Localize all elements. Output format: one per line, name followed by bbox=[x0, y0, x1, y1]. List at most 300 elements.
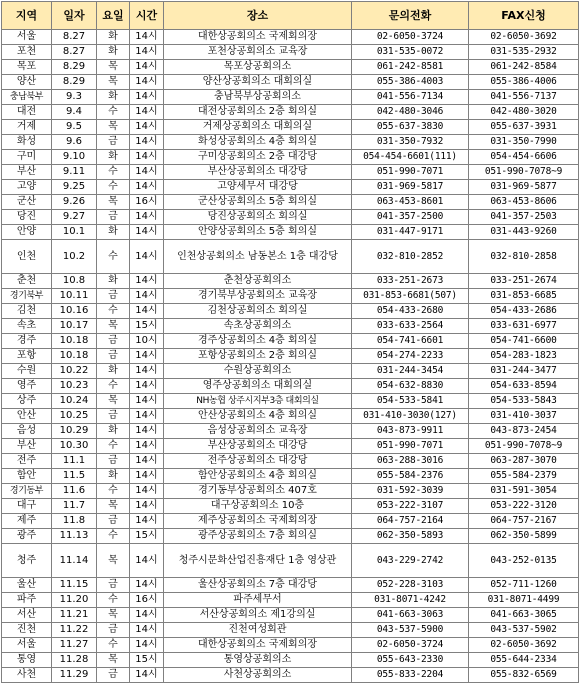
cell-phone: 043-229-2742 bbox=[352, 544, 469, 578]
cell-region: 전주 bbox=[2, 454, 52, 469]
table-row bbox=[2, 289, 579, 304]
cell-day: 수 bbox=[97, 105, 130, 120]
cell-venue: 경기북부상공회의소 교육장 bbox=[164, 289, 352, 304]
cell-fax: 055-386-4006 bbox=[469, 75, 579, 90]
cell-fax: 064-757-2167 bbox=[469, 514, 579, 529]
cell-date: 11.29 bbox=[52, 668, 97, 683]
cell-time: 14시 bbox=[130, 424, 164, 439]
table-row bbox=[2, 608, 579, 623]
cell-region: 대구 bbox=[2, 499, 52, 514]
table-row bbox=[2, 210, 579, 225]
cell-region: 인천 bbox=[2, 240, 52, 274]
cell-region: 상주 bbox=[2, 394, 52, 409]
cell-region: 통영 bbox=[2, 653, 52, 668]
cell-time: 14시 bbox=[130, 514, 164, 529]
cell-venue: 당진상공회의소 회의실 bbox=[164, 210, 352, 225]
cell-time: 14시 bbox=[130, 225, 164, 240]
cell-venue: 안산상공회의소 4층 회의실 bbox=[164, 409, 352, 424]
cell-venue: 영주상공회의소 대회의실 bbox=[164, 379, 352, 394]
cell-region: 서울 bbox=[2, 30, 52, 45]
cell-day: 수 bbox=[97, 240, 130, 274]
cell-phone: 041-357-2500 bbox=[352, 210, 469, 225]
cell-phone: 051-990-7071 bbox=[352, 439, 469, 454]
table-row bbox=[2, 334, 579, 349]
cell-fax: 041-663-3065 bbox=[469, 608, 579, 623]
cell-date: 10.1 bbox=[52, 225, 97, 240]
cell-day: 금 bbox=[97, 578, 130, 593]
cell-venue: 파주세무서 bbox=[164, 593, 352, 608]
cell-venue: 충남북부상공회의소 bbox=[164, 90, 352, 105]
cell-venue: 제주상공회의소 국제회의장 bbox=[164, 514, 352, 529]
header-fax: FAX신청 bbox=[469, 2, 579, 30]
cell-phone: 053-222-3107 bbox=[352, 499, 469, 514]
cell-fax: 054-533-5843 bbox=[469, 394, 579, 409]
cell-venue: 안양상공회의소 5층 회의실 bbox=[164, 225, 352, 240]
cell-date: 9.26 bbox=[52, 195, 97, 210]
cell-venue: 화성상공회의소 4층 회의실 bbox=[164, 135, 352, 150]
cell-fax: 031-8071-4499 bbox=[469, 593, 579, 608]
cell-phone: 031-969-5817 bbox=[352, 180, 469, 195]
cell-fax: 032-810-2858 bbox=[469, 240, 579, 274]
cell-date: 8.27 bbox=[52, 45, 97, 60]
cell-venue: 청주시문화산업진흥재단 1층 영상관 bbox=[164, 544, 352, 578]
cell-time: 14시 bbox=[130, 379, 164, 394]
table-row bbox=[2, 180, 579, 195]
cell-fax: 053-222-3120 bbox=[469, 499, 579, 514]
cell-phone: 054-533-5841 bbox=[352, 394, 469, 409]
header-time: 시간 bbox=[130, 2, 164, 30]
cell-venue: 속초상공회의소 bbox=[164, 319, 352, 334]
header-region: 지역 bbox=[2, 2, 52, 30]
cell-time: 14시 bbox=[130, 499, 164, 514]
cell-time: 15시 bbox=[130, 529, 164, 544]
cell-phone: 043-873-9911 bbox=[352, 424, 469, 439]
cell-venue: 춘천상공회의소 bbox=[164, 274, 352, 289]
cell-date: 9.4 bbox=[52, 105, 97, 120]
cell-region: 김천 bbox=[2, 304, 52, 319]
cell-date: 8.27 bbox=[52, 30, 97, 45]
cell-date: 8.29 bbox=[52, 75, 97, 90]
cell-time: 14시 bbox=[130, 394, 164, 409]
table-row bbox=[2, 349, 579, 364]
cell-time: 14시 bbox=[130, 349, 164, 364]
table-row bbox=[2, 225, 579, 240]
cell-region: 사천 bbox=[2, 668, 52, 683]
cell-day: 금 bbox=[97, 514, 130, 529]
cell-venue: 거제상공회의소 대회의실 bbox=[164, 120, 352, 135]
cell-region: 영주 bbox=[2, 379, 52, 394]
table-row bbox=[2, 484, 579, 499]
cell-date: 9.3 bbox=[52, 90, 97, 105]
cell-day: 수 bbox=[97, 165, 130, 180]
cell-time: 14시 bbox=[130, 409, 164, 424]
cell-phone: 031-535-0072 bbox=[352, 45, 469, 60]
cell-phone: 033-251-2673 bbox=[352, 274, 469, 289]
cell-phone: 061-242-8581 bbox=[352, 60, 469, 75]
cell-time: 14시 bbox=[130, 289, 164, 304]
cell-venue: 대한상공회의소 국제회의장 bbox=[164, 30, 352, 45]
cell-region: 파주 bbox=[2, 593, 52, 608]
cell-phone: 031-350-7932 bbox=[352, 135, 469, 150]
cell-region: 제주 bbox=[2, 514, 52, 529]
cell-phone: 055-833-2204 bbox=[352, 668, 469, 683]
cell-time: 14시 bbox=[130, 210, 164, 225]
cell-phone: 054-274-2233 bbox=[352, 349, 469, 364]
table-row bbox=[2, 469, 579, 484]
cell-region: 광주 bbox=[2, 529, 52, 544]
table-row bbox=[2, 514, 579, 529]
cell-phone: 055-637-3830 bbox=[352, 120, 469, 135]
cell-fax: 055-832-6569 bbox=[469, 668, 579, 683]
table-row bbox=[2, 409, 579, 424]
table-row bbox=[2, 75, 579, 90]
table-row bbox=[2, 319, 579, 334]
cell-phone: 031-592-3039 bbox=[352, 484, 469, 499]
cell-date: 9.25 bbox=[52, 180, 97, 195]
cell-phone: 031-853-6681(507) bbox=[352, 289, 469, 304]
cell-date: 11.20 bbox=[52, 593, 97, 608]
cell-date: 9.5 bbox=[52, 120, 97, 135]
cell-fax: 054-454-6606 bbox=[469, 150, 579, 165]
cell-venue: 대한상공회의소 국제회의장 bbox=[164, 638, 352, 653]
cell-date: 10.2 bbox=[52, 240, 97, 274]
header-day: 요일 bbox=[97, 2, 130, 30]
cell-day: 수 bbox=[97, 439, 130, 454]
cell-venue: 경기동부상공회의소 407호 bbox=[164, 484, 352, 499]
cell-phone: 064-757-2164 bbox=[352, 514, 469, 529]
cell-fax: 051-990-7078~9 bbox=[469, 165, 579, 180]
cell-region: 안양 bbox=[2, 225, 52, 240]
cell-venue: 부산상공회의소 대강당 bbox=[164, 439, 352, 454]
cell-day: 수 bbox=[97, 529, 130, 544]
cell-fax: 041-556-7137 bbox=[469, 90, 579, 105]
cell-time: 14시 bbox=[130, 623, 164, 638]
cell-phone: 031-8071-4242 bbox=[352, 593, 469, 608]
cell-fax: 041-357-2503 bbox=[469, 210, 579, 225]
cell-date: 10.18 bbox=[52, 334, 97, 349]
cell-day: 수 bbox=[97, 593, 130, 608]
cell-date: 10.30 bbox=[52, 439, 97, 454]
table-row bbox=[2, 195, 579, 210]
cell-phone: 063-288-3016 bbox=[352, 454, 469, 469]
cell-region: 청주 bbox=[2, 544, 52, 578]
cell-time: 14시 bbox=[130, 668, 164, 683]
cell-venue: 포항상공회의소 2층 회의실 bbox=[164, 349, 352, 364]
cell-time: 14시 bbox=[130, 454, 164, 469]
cell-fax: 031-410-3037 bbox=[469, 409, 579, 424]
table-row bbox=[2, 165, 579, 180]
table-row bbox=[2, 653, 579, 668]
cell-date: 10.17 bbox=[52, 319, 97, 334]
cell-region: 함안 bbox=[2, 469, 52, 484]
cell-time: 14시 bbox=[130, 60, 164, 75]
cell-phone: 054-741-6601 bbox=[352, 334, 469, 349]
cell-venue: 목포상공회의소 bbox=[164, 60, 352, 75]
cell-date: 11.5 bbox=[52, 469, 97, 484]
cell-day: 화 bbox=[97, 30, 130, 45]
table-row bbox=[2, 90, 579, 105]
cell-venue: 김천상공회의소 회의실 bbox=[164, 304, 352, 319]
cell-region: 울산 bbox=[2, 578, 52, 593]
cell-day: 화 bbox=[97, 274, 130, 289]
cell-region: 부산 bbox=[2, 439, 52, 454]
cell-day: 수 bbox=[97, 379, 130, 394]
cell-venue: 울산상공회의소 7층 대강당 bbox=[164, 578, 352, 593]
cell-fax: 054-741-6600 bbox=[469, 334, 579, 349]
cell-time: 14시 bbox=[130, 578, 164, 593]
cell-phone: 031-244-3454 bbox=[352, 364, 469, 379]
cell-fax: 043-873-2454 bbox=[469, 424, 579, 439]
cell-phone: 055-386-4003 bbox=[352, 75, 469, 90]
cell-date: 10.29 bbox=[52, 424, 97, 439]
cell-venue: 광주상공회의소 7층 회의실 bbox=[164, 529, 352, 544]
cell-date: 10.23 bbox=[52, 379, 97, 394]
header-phone: 문의전화 bbox=[352, 2, 469, 30]
cell-venue: 통영상공회의소 bbox=[164, 653, 352, 668]
cell-date: 9.10 bbox=[52, 150, 97, 165]
cell-fax: 055-584-2379 bbox=[469, 469, 579, 484]
cell-region: 양산 bbox=[2, 75, 52, 90]
cell-day: 목 bbox=[97, 60, 130, 75]
cell-time: 14시 bbox=[130, 150, 164, 165]
cell-region: 화성 bbox=[2, 135, 52, 150]
cell-fax: 042-480-3020 bbox=[469, 105, 579, 120]
cell-fax: 031-969-5877 bbox=[469, 180, 579, 195]
cell-date: 11.15 bbox=[52, 578, 97, 593]
cell-time: 15시 bbox=[130, 653, 164, 668]
cell-fax: 054-283-1823 bbox=[469, 349, 579, 364]
cell-day: 목 bbox=[97, 394, 130, 409]
cell-region: 포천 bbox=[2, 45, 52, 60]
cell-fax: 033-631-6977 bbox=[469, 319, 579, 334]
cell-region: 당진 bbox=[2, 210, 52, 225]
table-row bbox=[2, 454, 579, 469]
table-row bbox=[2, 274, 579, 289]
cell-time: 14시 bbox=[130, 165, 164, 180]
cell-day: 금 bbox=[97, 334, 130, 349]
cell-date: 11.13 bbox=[52, 529, 97, 544]
table-row bbox=[2, 578, 579, 593]
cell-time: 14시 bbox=[130, 364, 164, 379]
cell-phone: 031-447-9171 bbox=[352, 225, 469, 240]
cell-time: 14시 bbox=[130, 90, 164, 105]
cell-phone: 054-433-2680 bbox=[352, 304, 469, 319]
cell-time: 14시 bbox=[130, 75, 164, 90]
cell-fax: 051-990-7078~9 bbox=[469, 439, 579, 454]
cell-fax: 043-252-0135 bbox=[469, 544, 579, 578]
cell-phone: 042-480-3046 bbox=[352, 105, 469, 120]
cell-day: 금 bbox=[97, 289, 130, 304]
cell-fax: 054-433-2686 bbox=[469, 304, 579, 319]
cell-fax: 02-6050-3692 bbox=[469, 638, 579, 653]
cell-venue: 군산상공회의소 5층 회의실 bbox=[164, 195, 352, 210]
cell-fax: 031-853-6685 bbox=[469, 289, 579, 304]
cell-region: 춘천 bbox=[2, 274, 52, 289]
cell-date: 9.27 bbox=[52, 210, 97, 225]
cell-phone: 054-454-6601(111) bbox=[352, 150, 469, 165]
cell-time: 14시 bbox=[130, 30, 164, 45]
cell-fax: 063-287-3070 bbox=[469, 454, 579, 469]
cell-region: 서울 bbox=[2, 638, 52, 653]
table-row bbox=[2, 150, 579, 165]
table-row bbox=[2, 45, 579, 60]
table-row bbox=[2, 544, 579, 578]
table-row bbox=[2, 499, 579, 514]
cell-time: 14시 bbox=[130, 45, 164, 60]
cell-day: 목 bbox=[97, 544, 130, 578]
cell-venue: 고양세무서 대강당 bbox=[164, 180, 352, 195]
table-row bbox=[2, 135, 579, 150]
cell-region: 고양 bbox=[2, 180, 52, 195]
cell-time: 14시 bbox=[130, 544, 164, 578]
cell-date: 10.22 bbox=[52, 364, 97, 379]
cell-time: 14시 bbox=[130, 304, 164, 319]
cell-phone: 043-537-5900 bbox=[352, 623, 469, 638]
cell-time: 14시 bbox=[130, 120, 164, 135]
cell-region: 경주 bbox=[2, 334, 52, 349]
cell-venue: 함안상공회의소 4층 회의실 bbox=[164, 469, 352, 484]
cell-fax: 031-535-2932 bbox=[469, 45, 579, 60]
cell-phone: 055-643-2330 bbox=[352, 653, 469, 668]
cell-venue: 서산상공회의소 제1강의실 bbox=[164, 608, 352, 623]
cell-time: 14시 bbox=[130, 484, 164, 499]
cell-time: 14시 bbox=[130, 469, 164, 484]
table-row bbox=[2, 379, 579, 394]
cell-day: 화 bbox=[97, 150, 130, 165]
table-row bbox=[2, 638, 579, 653]
cell-day: 화 bbox=[97, 225, 130, 240]
cell-venue: 경주상공회의소 4층 회의실 bbox=[164, 334, 352, 349]
cell-time: 16시 bbox=[130, 593, 164, 608]
cell-phone: 02-6050-3724 bbox=[352, 638, 469, 653]
table-row bbox=[2, 529, 579, 544]
cell-phone: 054-632-8830 bbox=[352, 379, 469, 394]
cell-day: 금 bbox=[97, 668, 130, 683]
cell-phone: 031-410-3030(127) bbox=[352, 409, 469, 424]
cell-day: 수 bbox=[97, 304, 130, 319]
cell-date: 11.7 bbox=[52, 499, 97, 514]
cell-fax: 055-637-3931 bbox=[469, 120, 579, 135]
cell-day: 수 bbox=[97, 638, 130, 653]
cell-date: 10.16 bbox=[52, 304, 97, 319]
cell-venue: 양산상공회의소 대회의실 bbox=[164, 75, 352, 90]
cell-day: 화 bbox=[97, 424, 130, 439]
cell-fax: 062-350-5899 bbox=[469, 529, 579, 544]
cell-region: 수원 bbox=[2, 364, 52, 379]
cell-day: 수 bbox=[97, 180, 130, 195]
cell-phone: 055-584-2376 bbox=[352, 469, 469, 484]
cell-venue: 진천여성회관 bbox=[164, 623, 352, 638]
cell-day: 목 bbox=[97, 120, 130, 135]
table-row bbox=[2, 668, 579, 683]
cell-fax: 033-251-2674 bbox=[469, 274, 579, 289]
cell-phone: 041-663-3063 bbox=[352, 608, 469, 623]
cell-phone: 052-228-3103 bbox=[352, 578, 469, 593]
cell-day: 금 bbox=[97, 409, 130, 424]
cell-region: 구미 bbox=[2, 150, 52, 165]
cell-date: 10.25 bbox=[52, 409, 97, 424]
cell-day: 화 bbox=[97, 364, 130, 379]
table-row bbox=[2, 593, 579, 608]
seminar-schedule-table bbox=[1, 1, 579, 683]
cell-phone: 032-810-2852 bbox=[352, 240, 469, 274]
cell-fax: 02-6050-3692 bbox=[469, 30, 579, 45]
cell-region: 부산 bbox=[2, 165, 52, 180]
cell-venue: 구미상공회의소 2층 대강당 bbox=[164, 150, 352, 165]
cell-day: 화 bbox=[97, 90, 130, 105]
table-row bbox=[2, 105, 579, 120]
cell-region: 목포 bbox=[2, 60, 52, 75]
cell-time: 14시 bbox=[130, 135, 164, 150]
cell-region: 대전 bbox=[2, 105, 52, 120]
cell-day: 목 bbox=[97, 319, 130, 334]
cell-time: 14시 bbox=[130, 439, 164, 454]
cell-region: 서산 bbox=[2, 608, 52, 623]
cell-phone: 033-633-2564 bbox=[352, 319, 469, 334]
cell-day: 수 bbox=[97, 484, 130, 499]
cell-day: 화 bbox=[97, 45, 130, 60]
table-row bbox=[2, 394, 579, 409]
cell-day: 금 bbox=[97, 623, 130, 638]
cell-date: 11.22 bbox=[52, 623, 97, 638]
cell-region: 경기동부 bbox=[2, 484, 52, 499]
table-row bbox=[2, 30, 579, 45]
header-row bbox=[2, 2, 579, 30]
cell-venue: 부산상공회의소 대강당 bbox=[164, 165, 352, 180]
cell-fax: 031-591-3054 bbox=[469, 484, 579, 499]
cell-fax: 054-633-8594 bbox=[469, 379, 579, 394]
cell-fax: 061-242-8584 bbox=[469, 60, 579, 75]
cell-time: 14시 bbox=[130, 240, 164, 274]
cell-time: 14시 bbox=[130, 638, 164, 653]
cell-fax: 052-711-1260 bbox=[469, 578, 579, 593]
cell-fax: 031-350-7990 bbox=[469, 135, 579, 150]
table-row bbox=[2, 60, 579, 75]
cell-region: 음성 bbox=[2, 424, 52, 439]
cell-day: 금 bbox=[97, 135, 130, 150]
cell-venue: 대전상공회의소 2층 회의실 bbox=[164, 105, 352, 120]
cell-day: 목 bbox=[97, 75, 130, 90]
cell-region: 경기북부 bbox=[2, 289, 52, 304]
cell-phone: 02-6050-3724 bbox=[352, 30, 469, 45]
cell-region: 진천 bbox=[2, 623, 52, 638]
cell-day: 목 bbox=[97, 499, 130, 514]
cell-day: 목 bbox=[97, 653, 130, 668]
cell-phone: 062-350-5893 bbox=[352, 529, 469, 544]
cell-phone: 051-990-7071 bbox=[352, 165, 469, 180]
cell-fax: 031-244-3477 bbox=[469, 364, 579, 379]
cell-day: 목 bbox=[97, 195, 130, 210]
cell-venue: 전주상공회의소 대강당 bbox=[164, 454, 352, 469]
cell-region: 포항 bbox=[2, 349, 52, 364]
cell-fax: 043-537-5902 bbox=[469, 623, 579, 638]
cell-day: 목 bbox=[97, 608, 130, 623]
header-date: 일자 bbox=[52, 2, 97, 30]
cell-date: 10.11 bbox=[52, 289, 97, 304]
cell-fax: 063-453-8606 bbox=[469, 195, 579, 210]
cell-venue: 수원상공회의소 bbox=[164, 364, 352, 379]
table-row bbox=[2, 439, 579, 454]
table-row bbox=[2, 240, 579, 274]
cell-date: 9.6 bbox=[52, 135, 97, 150]
cell-date: 10.24 bbox=[52, 394, 97, 409]
cell-venue: NH농협 상주시지부3층 대회의실 bbox=[164, 394, 352, 409]
cell-date: 11.1 bbox=[52, 454, 97, 469]
cell-day: 화 bbox=[97, 469, 130, 484]
cell-venue: 사천상공회의소 bbox=[164, 668, 352, 683]
cell-day: 금 bbox=[97, 454, 130, 469]
table-row bbox=[2, 424, 579, 439]
